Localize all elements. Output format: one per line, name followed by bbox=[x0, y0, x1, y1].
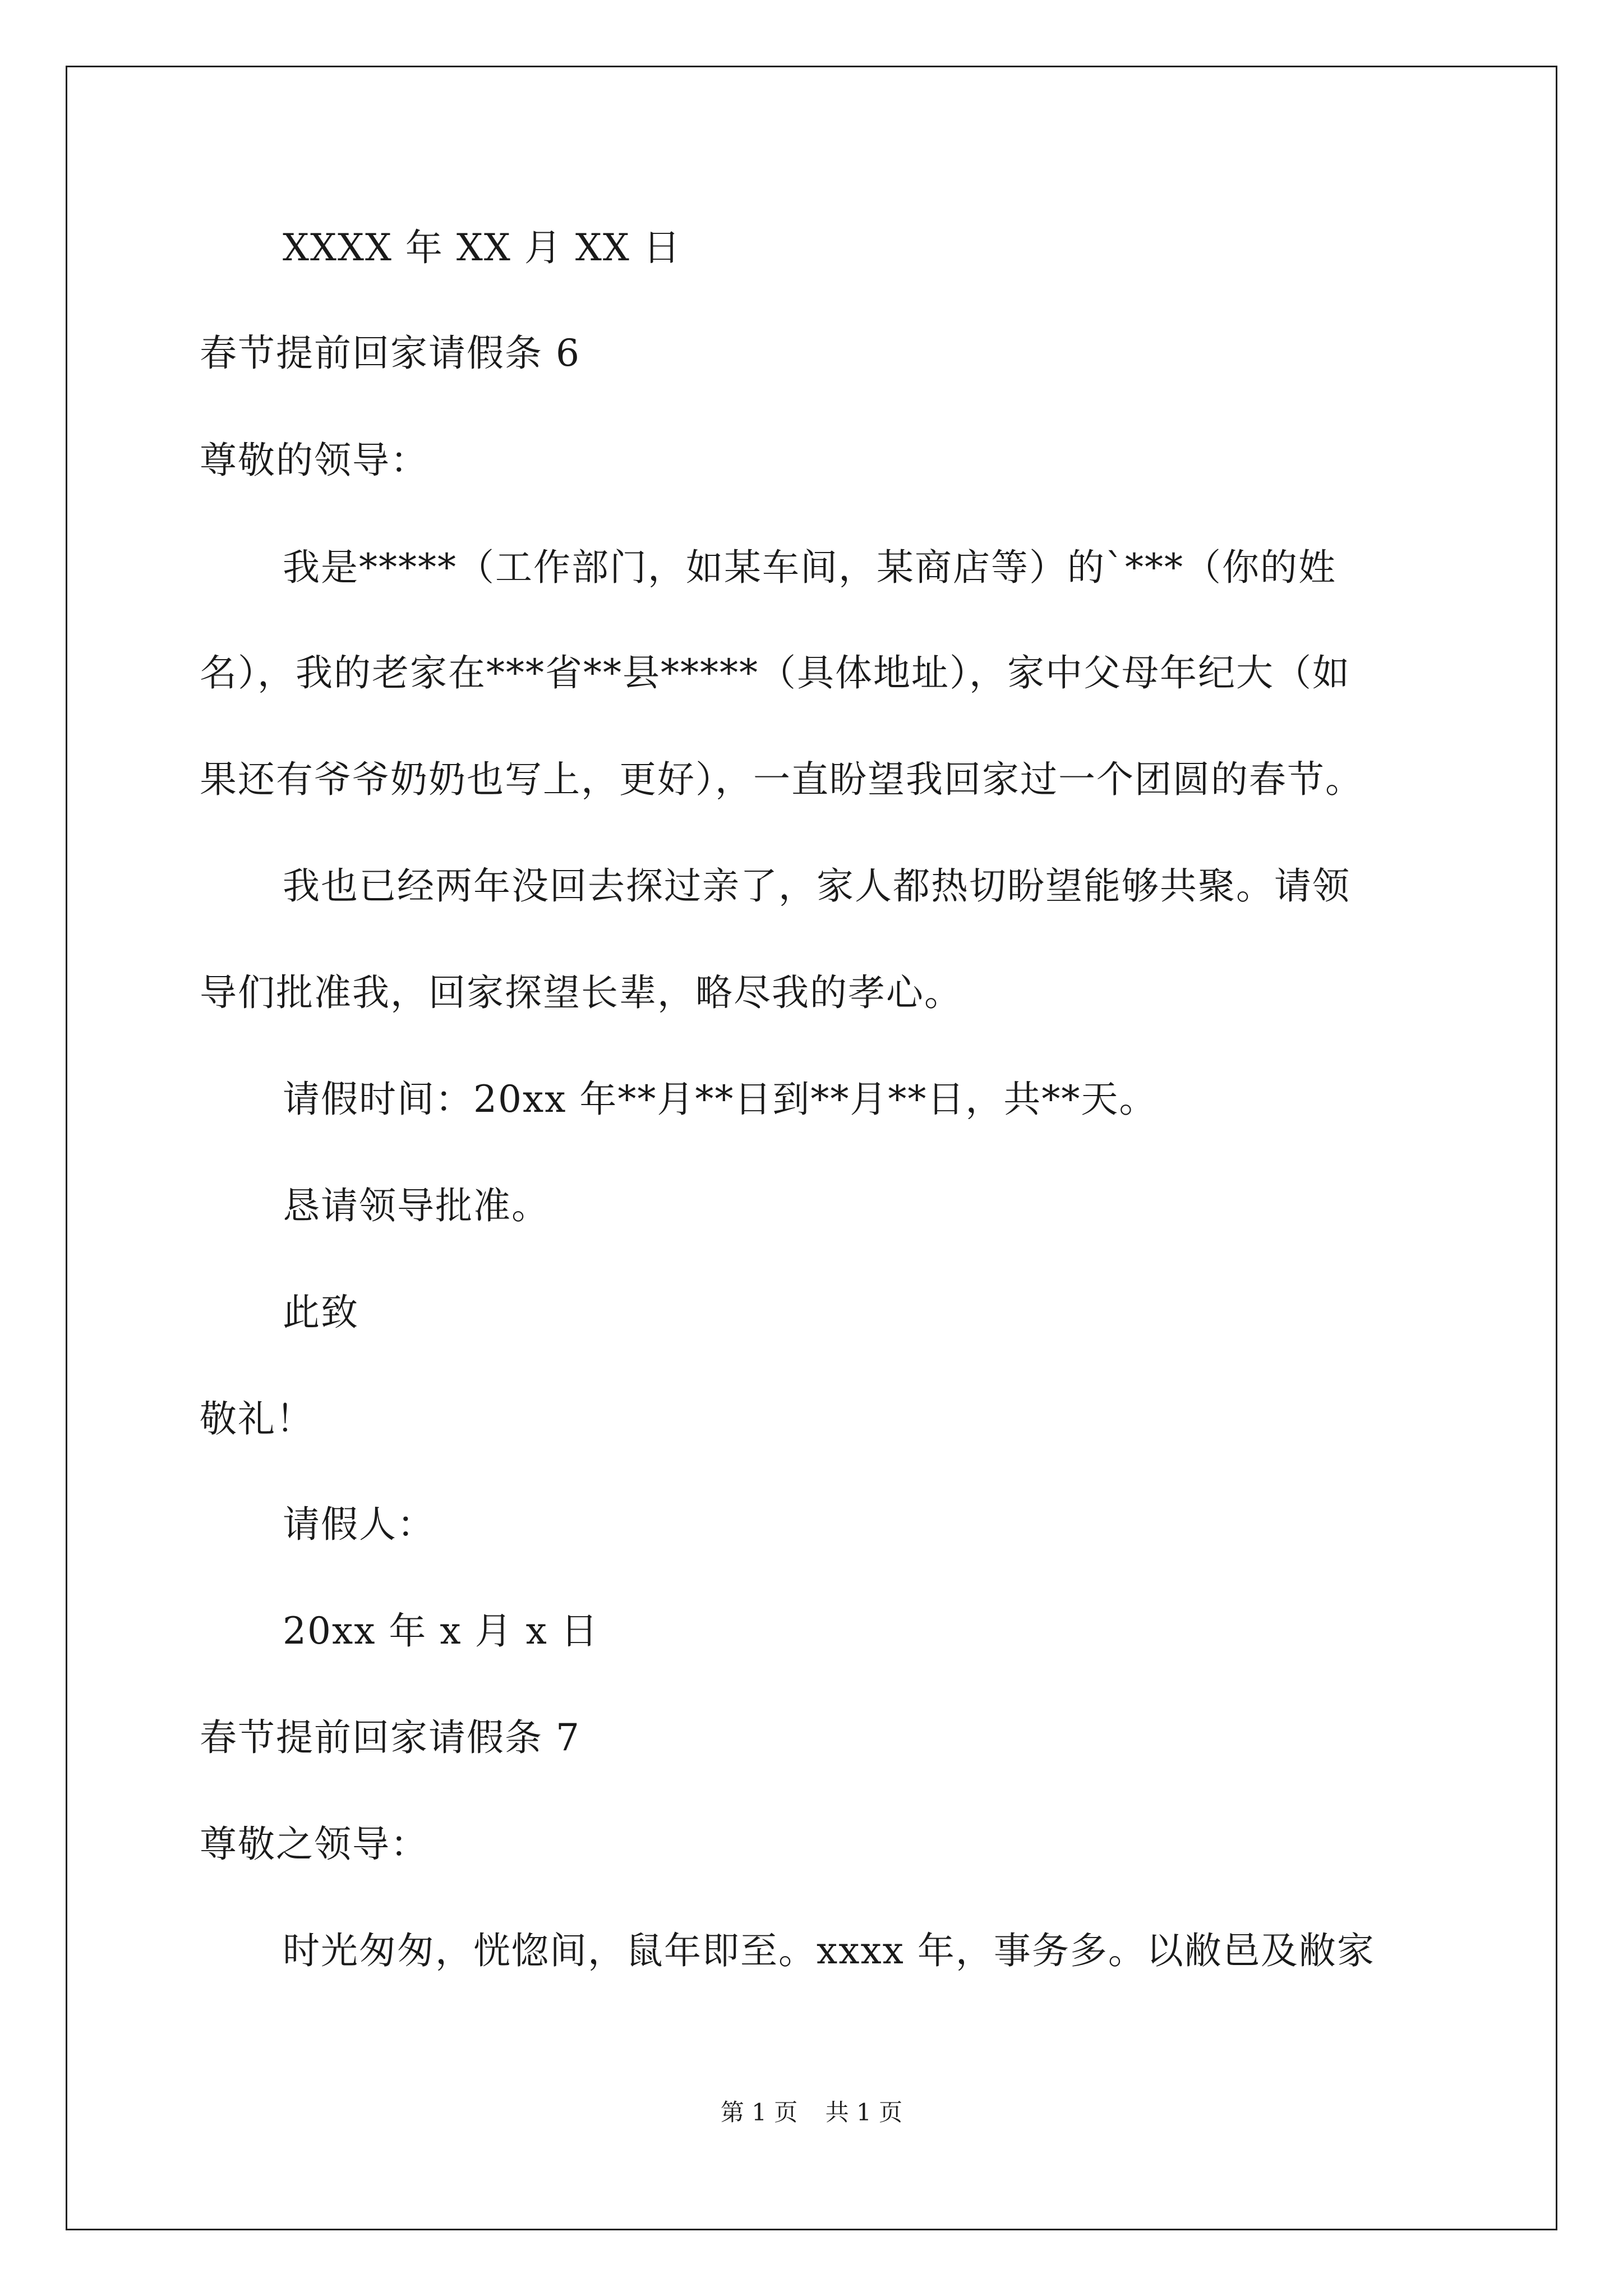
closing-line: 此致 bbox=[283, 1291, 359, 1334]
paragraph-line: 我也已经两年没回去探过亲了，家人都热切盼望能够共聚。请领 bbox=[283, 864, 1350, 908]
paragraph-line: 名），我的老家在***省**县*****（具体地址），家中父母年纪大（如 bbox=[200, 651, 1350, 694]
page-border bbox=[66, 66, 1557, 2230]
leave-period: 请假时间：20xx 年**月**日到**月**日，共**天。 bbox=[283, 1078, 1158, 1121]
page-footer bbox=[0, 2097, 1623, 2128]
page-number: 第 1 页 bbox=[720, 2099, 798, 2126]
paragraph-line: 我是*****（工作部门，如某车间，某商店等）的`***（你的姓 bbox=[283, 546, 1336, 589]
signature-date: 20xx 年 x 月 x 日 bbox=[283, 1609, 599, 1653]
section-title-7: 春节提前回家请假条 7 bbox=[200, 1716, 580, 1759]
salutation: 尊敬的领导： bbox=[200, 439, 428, 482]
request-line: 恳请领导批准。 bbox=[283, 1184, 550, 1227]
paragraph-line: 果还有爷爷奶奶也写上，更好），一直盼望我回家过一个团圆的春节。 bbox=[200, 758, 1363, 801]
salutation: 尊敬之领导： bbox=[200, 1823, 428, 1866]
section-title-6: 春节提前回家请假条 6 bbox=[200, 332, 580, 375]
page-total: 共 1 页 bbox=[825, 2099, 903, 2126]
paragraph-line: 导们批准我，回家探望长辈，略尽我的孝心。 bbox=[200, 971, 962, 1014]
date-line: XXXX 年 XX 月 XX 日 bbox=[283, 226, 681, 269]
closing-salute: 敬礼！ bbox=[200, 1397, 314, 1441]
applicant-label: 请假人： bbox=[283, 1503, 435, 1546]
paragraph-line: 时光匆匆，恍惚间，鼠年即至。xxxx 年，事务多。以敝邑及敝家 bbox=[283, 1929, 1375, 1972]
